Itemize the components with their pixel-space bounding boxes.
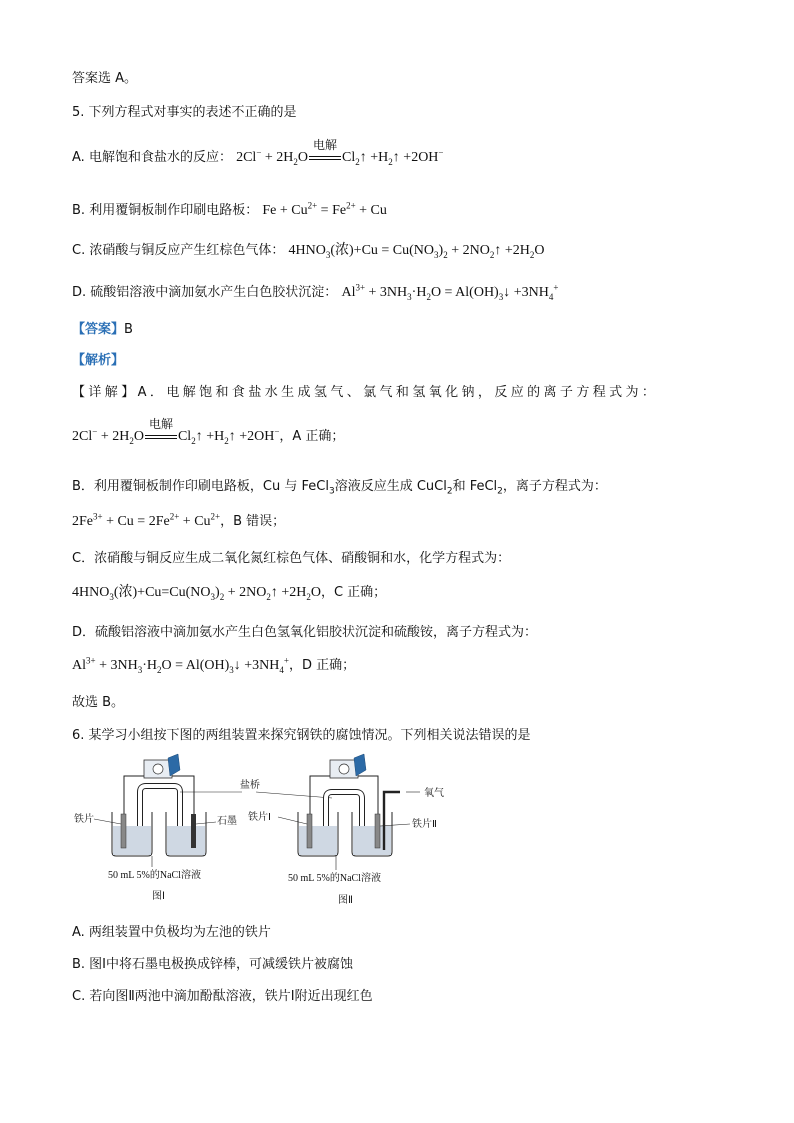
label-graphite: 石墨 <box>217 816 237 827</box>
detail-tag-label: 详解 <box>88 385 122 400</box>
answer-tag-label: 答案 <box>85 322 112 337</box>
label-iron-2: 铁片Ⅱ <box>412 819 437 830</box>
q5-detail-b: B．利用覆铜板制作印刷电路板，Cu 与 FeCl$_3$溶液反应生成 CuCl$_2$和 FeCl$_2$，离子方程式为： <box>72 479 607 497</box>
question-5-stem: 5. 下列方程式对事实的表述不正确的是 <box>72 105 297 120</box>
label-solution-2: 50 mL 5%的NaCl溶液 <box>288 873 381 884</box>
electrochemistry-apparatus-diagram <box>72 752 472 912</box>
q5-option-b <box>72 199 387 219</box>
q5-option-a-text: 电解饱和食盐水的反应： <box>88 150 232 165</box>
detail-c-tail: ，C 正确； <box>320 585 387 600</box>
q6-option-b: B. 图Ⅰ中将石墨电极换成锌棒，可减缓铁片被腐蚀 <box>72 957 354 972</box>
detail-b-text-3: 和 FeCl <box>452 479 498 494</box>
q5-option-d-text: 硫酸铝溶液中滴加氨水产生白色胶状沉淀： <box>90 285 338 300</box>
detail-c-equation: $4HNO_3$(浓)$+Cu=Cu(NO_3)_2$ + $2NO_2↑ +2H_2O$ <box>72 585 321 602</box>
q5-conclusion: 故选 B。 <box>72 695 125 710</box>
q5-detail-b-equation-line <box>72 510 285 530</box>
detail-b-tail: ，B 错误； <box>220 514 286 529</box>
q5-detail-a-equation-line <box>72 417 345 446</box>
electrolysis-condition: 电解 <box>313 138 338 152</box>
q6-option-a: A. 两组装置中负极均为左池的铁片 <box>72 925 271 940</box>
analysis-tag-label: 解析 <box>85 353 112 368</box>
detail-a-tail: ，A 正确； <box>279 429 345 444</box>
q5-option-d <box>72 281 558 302</box>
detail-b-equation: $2Fe^{3+} + Cu = 2Fe^{2+} + Cu^{2+}$ <box>72 511 221 529</box>
q5-option-c-text: 浓硝酸与铜反应产生红棕色气体： <box>89 243 285 258</box>
iron-electrode <box>121 814 126 848</box>
q5-option-a-equation: $2Cl^- + 2H_2O$ 电解 $Cl_2↑$ $+H_2↑ +2OH^-$ <box>236 138 444 167</box>
q5-option-a-label: A. <box>72 150 85 165</box>
q5-detail-a: 【详解】A．电解饱和食盐水生成氢气、氯气和氢氧化钠，反应的离子方程式为： <box>72 385 659 400</box>
figure-1-apparatus <box>74 754 237 902</box>
detail-b-text-2: 溶液反应生成 CuCl <box>334 479 447 494</box>
label-figure-1: 图Ⅰ <box>152 891 165 902</box>
q5-option-b-label: B. <box>72 203 86 218</box>
q5-detail-d-equation-line <box>72 654 355 675</box>
graphite-electrode <box>191 814 196 848</box>
label-solution-1: 50 mL 5%的NaCl溶液 <box>108 870 201 881</box>
label-figure-2: 图Ⅱ <box>338 895 353 906</box>
figure-2-apparatus <box>248 754 444 906</box>
q6-option-c: C. 若向图Ⅱ两池中滴加酚酞溶液，铁片Ⅰ附近出现红色 <box>72 989 373 1004</box>
detail-b-text-4: ，离子方程式为： <box>502 479 607 494</box>
label-oxygen: 氧气 <box>424 788 444 799</box>
q5-option-a <box>72 138 444 167</box>
q5-detail-c: C．浓硝酸与铜反应生成二氧化氮红棕色气体、硝酸铜和水，化学方程式为： <box>72 551 511 566</box>
q5-option-b-equation: $Fe + Cu^{2+} = Fe^{2+} + Cu$ <box>262 200 387 218</box>
q5-option-c-equation: $4HNO_3$(浓)$+Cu = Cu(NO_3)_2$ + $2NO_2↑ +2H_2O$ <box>288 243 545 260</box>
detail-a-equation: $2Cl^- + 2H_2O$ 电解 $Cl_2↑$ $+H_2↑ +2OH^-$ <box>72 417 280 446</box>
iron-electrode-1 <box>307 814 312 848</box>
label-iron: 铁片 <box>74 814 94 825</box>
q5-option-b-text: 利用覆铜板制作印刷电路板： <box>89 203 259 218</box>
q5-analysis-tag: 【解析】 <box>72 353 125 368</box>
previous-answer: 答案选 A。 <box>72 71 138 86</box>
iron-electrode-2 <box>375 814 380 848</box>
answer-value: B <box>124 322 133 337</box>
label-salt-bridge: 盐桥 <box>240 780 260 791</box>
q5-option-d-label: D. <box>72 285 87 300</box>
question-6-stem: 6. 某学习小组按下图的两组装置来探究钢铁的腐蚀情况。下列相关说法错误的是 <box>72 728 531 743</box>
label-iron-1: 铁片Ⅰ <box>248 812 271 823</box>
detail-d-equation: $Al^{3+} + 3NH_3\cdot H_2O$ = $Al(OH)_3↓ +3NH_4^+$ <box>72 655 289 675</box>
q5-option-d-equation: $Al^{3+} + 3NH_3\cdot H_2O$ = $Al(OH)_3↓ +3NH_4^+$ <box>341 282 559 302</box>
q5-option-c <box>72 239 544 260</box>
q5-detail-c-equation-line <box>72 581 386 602</box>
detail-b-text-1: B．利用覆铜板制作印刷电路板，Cu 与 FeCl <box>72 479 329 494</box>
detail-d-tail: ，D 正确； <box>288 658 356 673</box>
detail-a-text: A．电解饱和食盐水生成氢气、氯气和氢氧化钠，反应的离子方程式为： <box>137 385 659 400</box>
q5-detail-d: D．硫酸铝溶液中滴加氨水产生白色氢氧化铝胶状沉淀和硫酸铵，离子方程式为： <box>72 625 538 640</box>
q5-option-c-label: C. <box>72 243 86 258</box>
q5-answer: 【答案】B <box>72 322 133 337</box>
